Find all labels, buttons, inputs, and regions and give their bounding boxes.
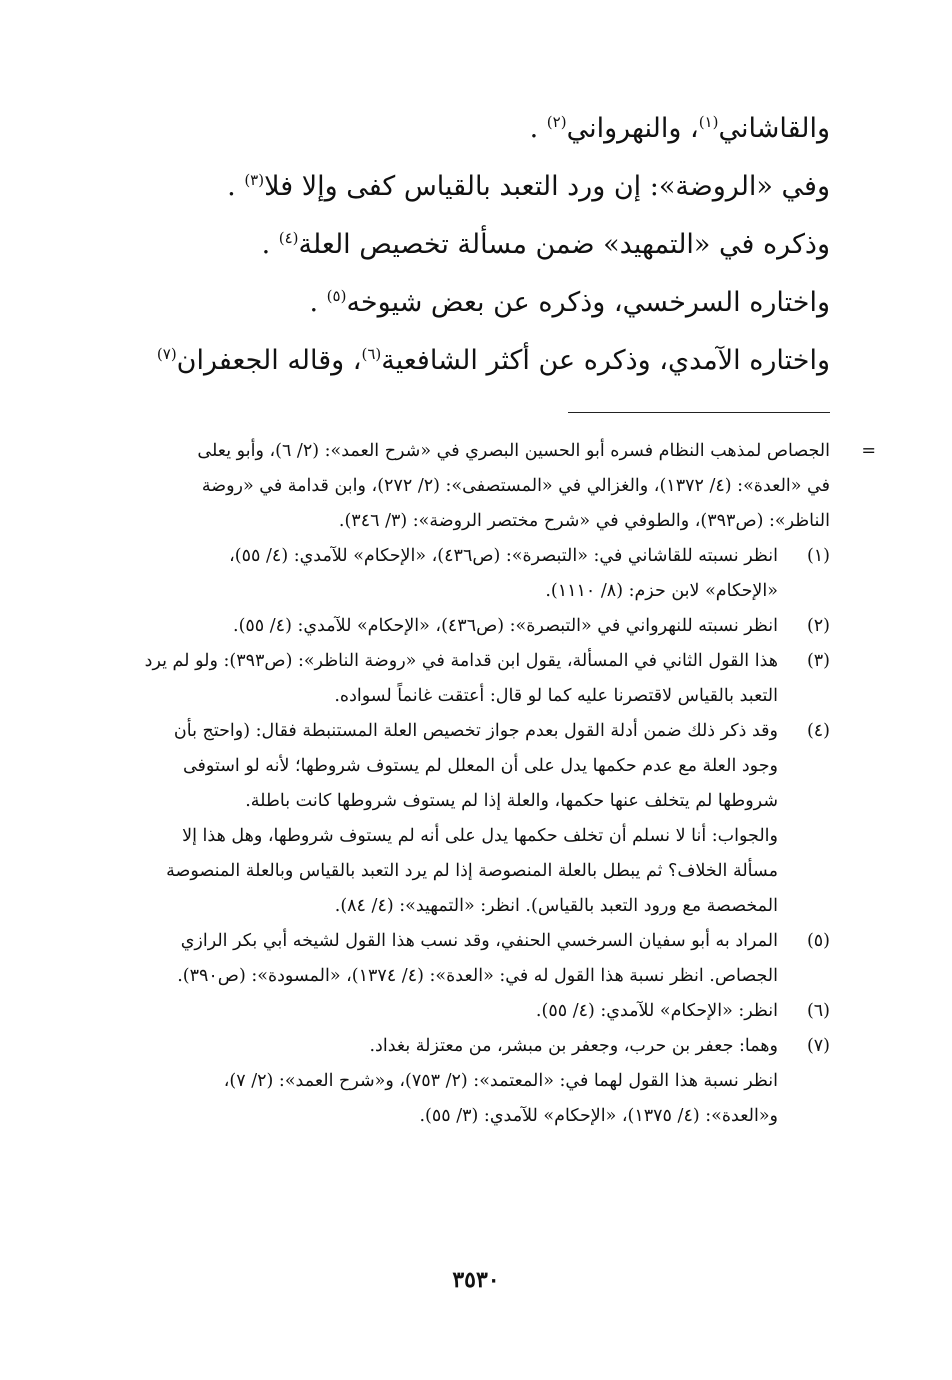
footnote-line: التعبد بالقياس لاقتصرنا عليه كما لو قال: أعتقت غانماً لسواده. (334, 686, 778, 706)
main-line (100, 158, 830, 216)
footnote-line: هذا القول الثاني في المسألة، يقول ابن قدامة في «روضة الناظر»: (ص٣٩٣): ولو لم يرد (144, 651, 778, 671)
line-text: واختاره الآمدي، وذكره عن أكثر الشافعية (381, 345, 830, 376)
footnote-line: شروطها لم يتخلف عنها حكمها، والعلة إذا لم يستوف شروطها كانت باطلة. (245, 791, 778, 811)
footnote-line: «الإحكام» لابن حزم: (٨/ ١١١٠). (545, 581, 778, 601)
footnote-ref[interactable]: (٤) (278, 229, 299, 247)
footnote-line: والجواب: أنا لا نسلم أن تخلف حكمها يدل على أنه لم يستوف شروطها، وهل هذا إلا (182, 826, 778, 846)
footnote-line: الناظر»: (ص٣٩٣)، والطوفي في «شرح مختصر الروضة»: (٣/ ٣٤٦). (338, 511, 830, 531)
footnote-line: وجود العلة مع عدم حكمها يدل على أن المعلل لم يستوف شروطها؛ لأنه لو استوفى (182, 756, 778, 776)
footnote-6 (128, 994, 830, 1029)
footnote-number: (٢) (806, 616, 830, 636)
line-text: وذكره في «التمهيد» ضمن مسألة تخصيص العلة (298, 229, 830, 260)
line-text: واختاره السرخسي، وذكره عن بعض شيوخه (346, 287, 830, 318)
footnote-number: (١) (806, 546, 830, 566)
continuation-mark: = (861, 441, 876, 461)
footnote-3 (128, 644, 830, 714)
footnote-line: في «العدة»: (٤/ ١٣٧٢)، والغزالي في «المستصفى»: (٢/ ٢٧٢)، وابن قدامة في «روضة (201, 476, 830, 496)
line-text: . (529, 113, 547, 144)
page-number: ٣٥٣٠ (452, 1267, 500, 1293)
footnote-separator (568, 412, 830, 413)
footnote-line: الجصاص لمذهب النظام فسره أبو الحسين البصري في «شرح العمد»: (٢/ ٦)، وأبو يعلى (197, 441, 830, 461)
footnote-line: الجصاص. انظر نسبة هذا القول له في: «العدة»: (٤/ ١٣٧٤)، «المسودة»: (ص٣٩٠). (177, 966, 778, 986)
footnote-number: (٤) (806, 721, 830, 741)
footnote-2 (128, 609, 830, 644)
footnote-line: و«العدة»: (٤/ ١٣٧٥)، «الإحكام» للآمدي: (٣/ ٥٥). (419, 1106, 778, 1126)
line-text: . (261, 229, 279, 260)
footnote-ref[interactable]: (١) (698, 113, 719, 131)
footnote-continuation (128, 434, 876, 539)
footnote-number: (٥) (806, 931, 830, 951)
footnote-line: انظر نسبته للقاشاني في: «التبصرة»: (ص٤٣٦)، «الإحكام» للآمدي: (٤/ ٥٥)، (229, 546, 778, 566)
line-text: والقاشاني (718, 113, 830, 144)
footnote-ref[interactable]: (٥) (326, 287, 347, 305)
line-text: ، والنهرواني (566, 113, 699, 144)
footnote-ref[interactable]: (٣) (244, 171, 265, 189)
footnote-ref[interactable]: (٦) (361, 345, 382, 363)
line-text: وفي «الروضة»: إن ورد التعبد بالقياس كفى وإلا فلا (264, 171, 830, 202)
footnote-4 (128, 714, 830, 924)
footnote-line: المراد به أبو سفيان السرخسي الحنفي، وقد نسب هذا القول لشيخه أبي بكر الرازي (180, 931, 778, 951)
footnote-line: مسألة الخلاف؟ ثم يبطل بالعلة المنصوصة إذا لم يرد التعبد بالقياس وبالعلة المنصوصة (166, 861, 778, 881)
footnote-5 (128, 924, 830, 994)
footnote-7 (128, 1029, 830, 1134)
footnote-number: (٣) (806, 651, 830, 671)
footnote-line: انظر نسبة هذا القول لهما في: «المعتمد»: (٢/ ٧٥٣)، و«شرح العمد»: (٢/ ٧)، (223, 1071, 778, 1091)
main-line (100, 100, 830, 158)
footnote-ref[interactable]: (٢) (546, 113, 567, 131)
footnote-number: (٦) (806, 1001, 830, 1021)
footnote-line: انظر نسبته للنهرواني في «التبصرة»: (ص٤٣٦)، «الإحكام» للآمدي: (٤/ ٥٥). (233, 616, 778, 636)
line-text: . (309, 287, 327, 318)
main-line (100, 332, 830, 390)
line-text: . (227, 171, 245, 202)
main-text (100, 100, 830, 390)
footnote-line: وقد ذكر ذلك ضمن أدلة القول بعدم جواز تخصيص العلة المستنبطة فقال: (واحتج بأن (173, 721, 778, 741)
footnotes (128, 434, 876, 1134)
footnote-1 (128, 539, 830, 609)
footnote-number: (٧) (806, 1036, 830, 1056)
line-text: ، وقاله الجعفران (176, 345, 362, 376)
main-line (100, 274, 830, 332)
footnote-ref[interactable]: (٧) (156, 345, 177, 363)
footnote-line: المخصصة مع ورود التعبد بالقياس). انظر: «التمهيد»: (٤/ ٨٤). (334, 896, 778, 916)
footnote-line: انظر: «الإحكام» للآمدي: (٤/ ٥٥). (535, 1001, 778, 1021)
footnote-line: وهما: جعفر بن حرب، وجعفر بن مبشر، من معتزلة بغداد. (369, 1036, 778, 1056)
main-line (100, 216, 830, 274)
